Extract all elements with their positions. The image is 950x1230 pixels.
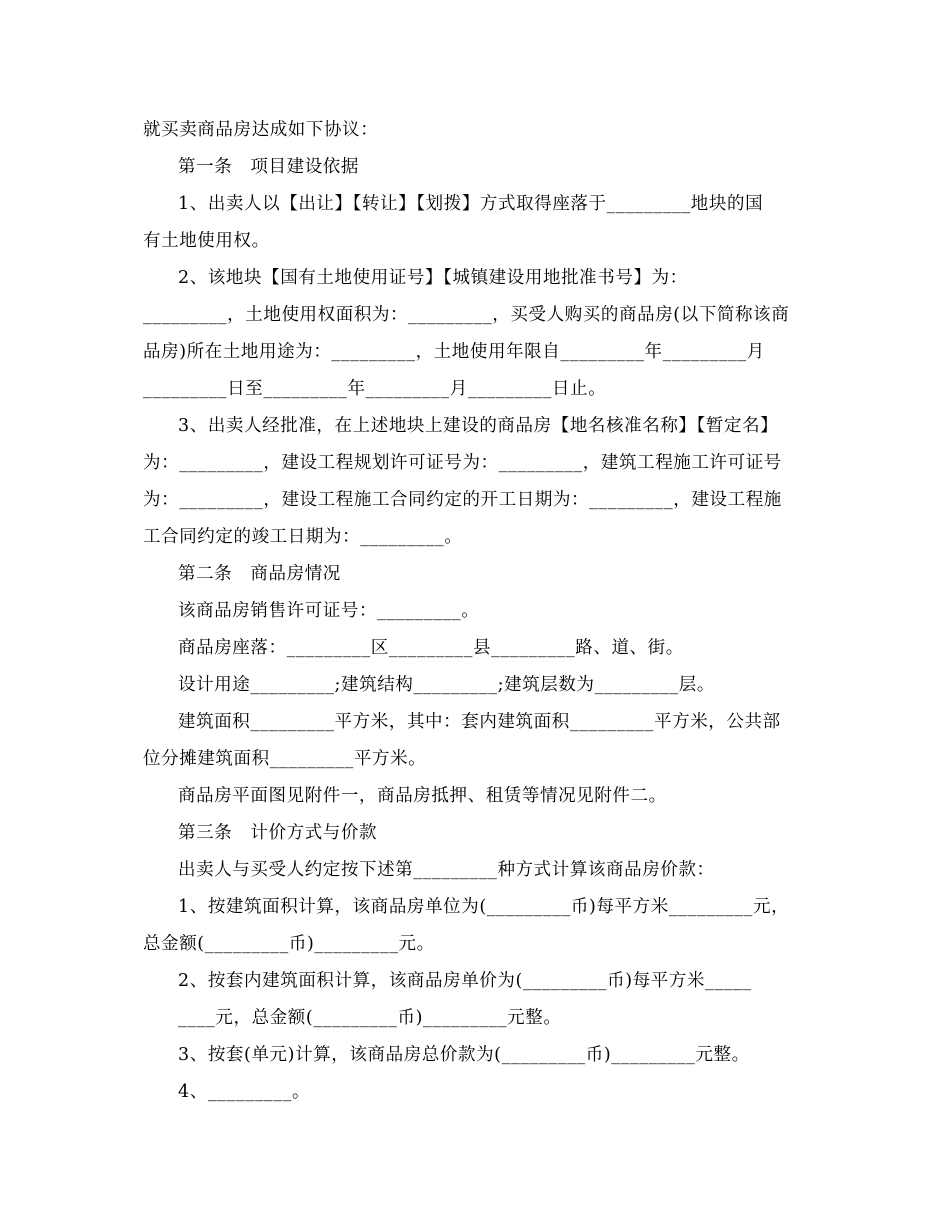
- text-line: 就买卖商品房达成如下协议：: [143, 120, 379, 140]
- text-line: 工合同约定的竣工日期为：_________。: [143, 527, 463, 547]
- text-line: _________，土地使用权面积为：_________，买受人购买的商品房(以下简称该商: [143, 305, 790, 325]
- text-line: 2、按套内建筑面积计算，该商品房单价为(_________币)每平方米_____: [178, 971, 752, 991]
- text-line: 品房)所在土地用途为：_________，土地使用年限自_________年_________月: [143, 342, 765, 362]
- text-line: 4、_________。: [178, 1082, 311, 1102]
- section-heading: 第三条 计价方式与价款: [178, 823, 378, 843]
- text-line: ____元，总金额(_________币)_________元整。: [178, 1008, 562, 1028]
- text-line: 3、出卖人经批准，在上述地块上建设的商品房【地名核准名称】【暂定名】: [178, 416, 779, 436]
- text-line: 有土地使用权。: [143, 231, 270, 251]
- text-line: _________日至_________年_________月_________日止。: [143, 379, 607, 399]
- contract-page: [143, 112, 807, 1111]
- text-line: 商品房座落：_________区_________县_________路、道、街。: [178, 638, 684, 658]
- text-line: 3、按套(单元)计算，该商品房总价款为(_________币)_________元整。: [178, 1045, 750, 1065]
- section-heading: 第二条 商品房情况: [178, 564, 341, 584]
- text-line: 建筑面积_________平方米，其中：套内建筑面积_________平方米，公共部: [178, 712, 781, 732]
- text-line: 位分摊建筑面积_________平方米。: [143, 749, 427, 769]
- text-line: 商品房平面图见附件一，商品房抵押、租赁等情况见附件二。: [178, 786, 667, 806]
- section-heading: 第一条 项目建设依据: [178, 157, 359, 177]
- text-line: 1、出卖人以【出让】【转让】【划拨】方式取得座落于_________地块的国: [178, 194, 764, 214]
- text-line: 该商品房销售许可证号：_________。: [178, 601, 480, 621]
- text-line: 为：_________，建设工程施工合同约定的开工日期为：_________，建设工程施: [143, 490, 782, 510]
- text-line: 总金额(_________币)_________元。: [143, 934, 435, 954]
- text-line: 2、该地块【国有土地使用证号】【城镇建设用地批准书号】为：: [178, 268, 688, 288]
- text-line: 为：_________，建设工程规划许可证号为：_________，建筑工程施工许可证号: [143, 453, 782, 473]
- text-line: 1、按建筑面积计算，该商品房单位为(_________币)每平方米_________元，: [178, 897, 790, 917]
- text-line: 出卖人与买受人约定按下述第_________种方式计算该商品房价款：: [178, 860, 715, 880]
- text-line: 设计用途_________;建筑结构_________;建筑层数为_________层。: [178, 675, 715, 695]
